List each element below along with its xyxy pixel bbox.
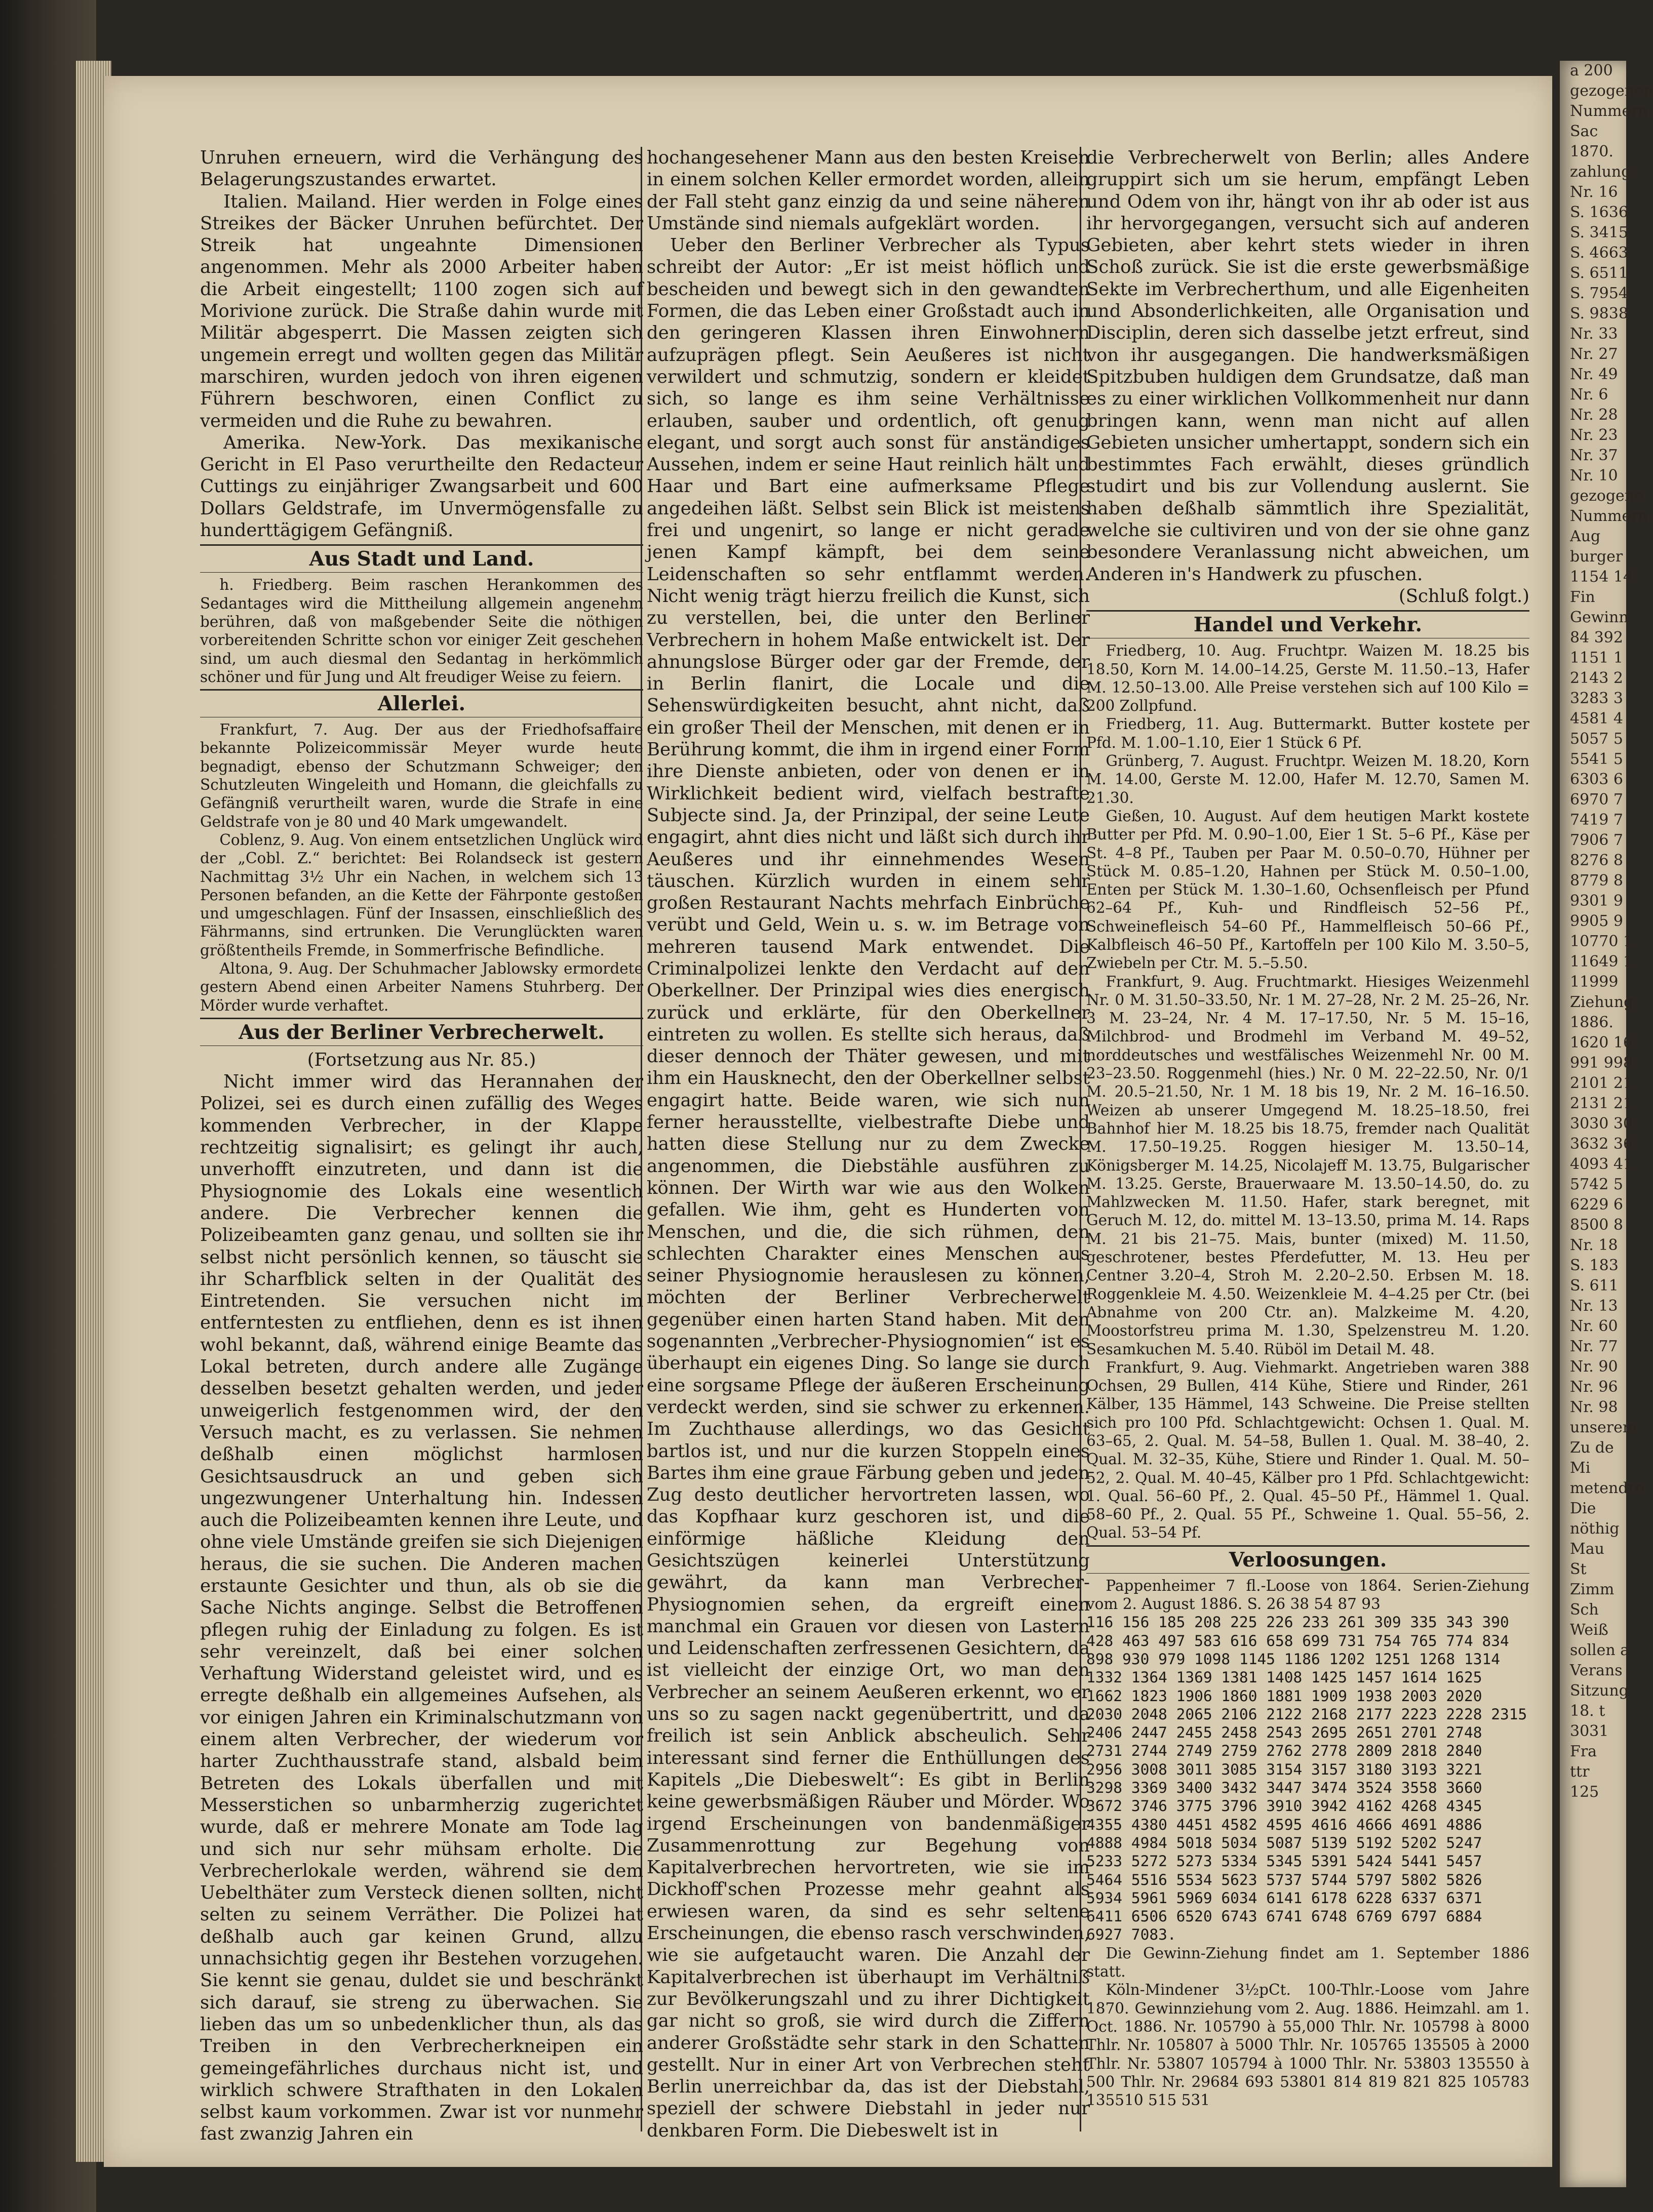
- fragment-line: St: [1570, 1560, 1587, 1578]
- fragment-line: Nr. 98: [1570, 1398, 1618, 1416]
- fragment-line: Zimm: [1570, 1581, 1615, 1598]
- fragment-line: 84 392: [1570, 629, 1623, 647]
- news-item: h. Friedberg. Beim raschen Herankommen des Sedantages wird die Mittheilung allgemein angenehm berühren, daß von maßgebender Seite die nöthigen vorbereitenden Schritte schon vor einiger Zeit geschehen sind, um auch diesmal den Sedantag in herkömmlich schöner und für Jung und Alt freudiger Weise zu feiern.: [200, 576, 643, 686]
- fragment-line: 1886.: [1570, 1014, 1613, 1031]
- column-2: [647, 147, 1090, 2141]
- fragment-line: Mau: [1570, 1540, 1604, 1558]
- fragment-line: 7906 7: [1570, 831, 1623, 849]
- fragment-line: 4581 4: [1570, 710, 1623, 728]
- market-report: Frankfurt, 9. Aug. Fruchtmarkt. Hiesiges Weizenmehl Nr. 0 M. 31.50–33.50, Nr. 1 M. 27–28, Nr. 2 M. 25–26, Nr. 3 M. 23–24, Nr. 4 M. 17–17.50, Nr. 5 M. 15–16, Milchbrod- und Brodmehl im Verband M. 49–52, norddeutsches und westfälisches Weizenmehl Nr. 00 M. 23–23.50. Roggenmehl (hies.) Nr. 0 M. 22–22.50, Nr. 0/1 M. 20.5–21.50, Nr. 1 M. 18 bis 19, Nr. 2 M. 16–16.50. Weizen ab unserer Umgegend M. 18.25–18.50, frei Bahnhof hier M. 18.25 bis 18.75, fremder nach Qualität M. 17.50–19.25. Roggen hiesiger M. 13.50–14, Königsberger M. 14.25, Nicolajeff M. 13.75, Bulgarischer M. 13.25. Gerste, Brauerwaare M. 13.50–14.50, do. zu Mahlzwecken M. 11.50. Hafer, stark beregnet, mit Geruch M. 12, do. mittel M. 13–13.50, prima M. 14. Raps M. 21 bis 21–75. Mais, bunter (mixed) M. 11.50, geschrotener, bestes Pferdefutter, M. 13. Heu per Centner 3.20–4, Stroh M. 2.20–2.50. Erbsen M. 18. Roggenkleie M. 4.50. Weizenkleie M. 4–4.25 per Ctr. (bei Abnahme von 200 Ctr. an). Malzkeime M. 4.20, Moostorfstreu prima M. 1.30, Spelzenstreu M. 1.20. Sesamkuchen M. 5.40. Rüböl im Detail M. 48.: [1086, 973, 1529, 1358]
- fragment-line: 991 998: [1570, 1054, 1633, 1072]
- section-heading: Allerlei.: [200, 689, 643, 717]
- market-report: Frankfurt, 9. Aug. Viehmarkt. Angetrieben waren 388 Ochsen, 29 Bullen, 414 Kühe, Stiere und Rinder, 261 Kälber, 135 Hämmel, 143 Schweine. Die Preise stellten sich pro 100 Pfd. Schlachtgewicht: Ochsen 1. Qual. M. 63–65, 2. Qual. M. 54–58, Bullen 1. Qual. M. 38–40, 2. Qual. M. 32–35, Kühe, Stiere und Rinder 1. Qual. M. 50–52, 2. Qual. M. 40–45, Kälber pro 1 Pfd. Schlachtgewicht: 1. Qual. 56–60 Pf., 2. Qual. 45–50 Pf., Hämmel 1. Qual. 58–60 Pf., 2. Qual. 55 Pf., Schweine 1. Qual. 55–56, 2. Qual. 53–54 Pf.: [1086, 1358, 1529, 1542]
- article-paragraph: hochangesehener Mann aus den besten Kreisen in einem solchen Keller ermordet worden, allein der Fall steht ganz einzig da und seine näheren Umstände sind niemals aufgeklärt worden.: [647, 147, 1090, 234]
- fragment-line: Nr. 60: [1570, 1317, 1618, 1335]
- fragment-line: Nr. 49: [1570, 366, 1618, 383]
- article-paragraph: Ueber den Berliner Verbrecher als Typus schreibt der Autor: „Er ist meist höflich und bescheiden und bewegt sich in den gewandten Formen, die das Leben einer Großstadt auch in den geringeren Klassen ihren Einwohnern aufzuprägen pflegt. Sein Aeußeres ist nicht verwildert und schmutzig, sondern er kleidet sich, so lange es ihm seine Verhältnisse erlauben, sauber und ordentlich, oft genug elegant, und sorgt auch sonst für anständiges Aussehen, indem er seine Haut reinlich hält und Haar und Bart eine aufmerksame Pflege angedeihen läßt. Selbst sein Blick ist meistens frei und ungenirt, so lange er nicht gerade jenen Kampf kämpft, bei dem seine Leidenschaften so sehr entflammt werden. Nicht wenig trägt hierzu freilich die Kunst, sich zu verstellen, bei, die unter den Berliner Verbrechern in hohem Maße entwickelt ist. Der ahnungslose Bürger oder gar der Fremde, der in Berlin flanirt, die Locale und die Sehenswürdigkeiten besucht, ahnt nicht, daß ein großer Theil der Menschen, mit denen er in Berührung kommt, die ihm in irgend einer Form ihre Dienste anbieten, oder von denen er in Wirklichkeit bedient wird, vielfach bestrafte Subjecte sind. Ja, der Prinzipal, der seine Leute engagirt, ahnt dies nicht und läßt sich durch ihr Aeußeres und ihr einnehmendes Wesen täuschen. Kürzlich wurden in einem sehr großen Restaurant Nachts mehrfach Einbrüche verübt und Geld, Wein u. s. w. im Betrage von mehreren tausend Mark entwendet. Die Criminalpolizei lenkte den Verdacht auf den Oberkellner. Der Prinzipal wies dies energisch zurück und erklärte, für den Oberkellner eintreten zu wollen. Es stellte sich heraus, daß dieser dennoch der Thäter gewesen, und mit ihm ein Hausknecht, den der Oberkellner selbst engagirt hatte. Beide waren, wie sich nun ferner herausstellte, vielbestrafte Diebe und hatten diese Stellung nur zu dem Zwecke angenommen, die Diebstähle ausführen zu können. Der Wirth war wie aus den Wolken gefallen. Wie ihm, geht es Hunderten von Menschen, und die, die sich rühmen, den schlechten Charakter eines Menschen aus seiner Physiognomie herauslesen zu können, möchten der Berliner Verbrecherwelt gegenüber einen harten Stand haben. Mit den sogenannten „Verbrecher-Physiognomien“ ist es überhaupt ein eigenes Ding. So lange sie durch eine sorgsame Pflege der äußeren Erscheinung verdeckt werden, sind sie schwer zu erkennen. Im Zuchthause allerdings, wo das Gesicht bartlos ist, und nur die kurzen Stoppeln eines Bartes ihm eine graue Färbung geben und jeden Zug desto deutlicher hervortreten lassen, wo das Kopfhaar kurz geschoren ist, und die einförmige häßliche Kleidung den Gesichtszügen keinerlei Unterstützung gewährt, da kann man Verbrecher-Physiognomien sehen, da ergreift einen manchmal ein Grauen vor diesen von Lastern und Leidenschaften zerfressenen Gesichtern, da ist vielleicht der einzige Ort, wo man den Verbrecher an seinem Aeußeren erkennt, wo er uns so zu sagen nackt gegenübertritt, und da freilich ist sein Anblick abscheulich. Sehr interessant sind ferner die Enthüllungen des Kapitels „Die Diebeswelt“: Es gibt in Berlin keine gewerbsmäßigen Räuber und Mörder. Wo irgend Erscheinungen von bandenmäßiger Zusammenrottung zur Begehung von Kapitalverbrechen hervortreten, wie sie im Dickhoff'schen Prozesse mehr geahnt als erwiesen waren, da sind es sehr seltene Erscheinungen, die ebenso rasch verschwinden, wie sie aufgetaucht waren. Die Anzahl der Kapitalverbrechen ist überhaupt im Verhältniß zur Bevölkerungszahl und zu ihrer Dichtigkeit gar nicht so groß, sie wird durch die Ziffern anderer Großstädte sehr stark in den Schatten gestellt. Nur in einer Art von Verbrechen steht Berlin unerreichbar da, das ist der Diebstahl, speziell der schwere Diebstahl in jeder nur denkbaren Form. Die Diebeswelt ist in: [647, 235, 1090, 2141]
- fragment-line: 9905 9: [1570, 912, 1623, 930]
- fragment-line: Weiß: [1570, 1621, 1608, 1639]
- fragment-line: 6970 7: [1570, 791, 1623, 809]
- fragment-line: sollen a: [1570, 1641, 1630, 1659]
- fragment-line: Verans: [1570, 1662, 1623, 1679]
- fragment-line: Nr. 18: [1570, 1236, 1618, 1254]
- fragment-line: 5742 5: [1570, 1176, 1623, 1193]
- news-item: Coblenz, 9. Aug. Von einem entsetzlichen Unglück wird der „Cobl. Z.“ berichtet: Bei Rolandseck ist gestern Nachmittag 3½ Uhr ein Nachen, in welchem sich 13 Personen befanden, an die Kette der Fährponte gestoßen und umgeschlagen. Fünf der Insassen, einschließlich des Fährmanns, sind ertrunken. Die Verunglückten waren größtentheils Fremde, in Sommerfrische Befindliche.: [200, 831, 643, 959]
- fragment-line: Nr. 27: [1570, 345, 1618, 363]
- fragment-line: 3283 3: [1570, 690, 1623, 707]
- column-3: [1086, 147, 1529, 2131]
- fragment-line: unserem: [1570, 1419, 1637, 1436]
- market-report: Friedberg, 11. Aug. Buttermarkt. Butter kostete per Pfd. M. 1.00–1.10, Eier 1 Stück 6 Pf.: [1086, 715, 1529, 751]
- fragment-line: Nr. 28: [1570, 406, 1618, 424]
- fragment-line: Nummern: [1570, 102, 1648, 120]
- fragment-line: Fra: [1570, 1743, 1597, 1760]
- fragment-line: Sch: [1570, 1601, 1599, 1619]
- fragment-line: burger: [1570, 548, 1623, 566]
- fragment-line: S. 4663: [1570, 244, 1628, 262]
- fragment-line: 2143 2: [1570, 669, 1623, 687]
- fragment-line: Fin: [1570, 588, 1595, 606]
- fragment-line: S. 183: [1570, 1257, 1619, 1274]
- fragment-line: 2101 21: [1570, 1074, 1633, 1092]
- market-report: Gießen, 10. August. Auf dem heutigen Markt kostete Butter per Pfd. M. 0.90–1.00, Eier 1 St. 5–6 Pf., Käse per St. 4–8 Pf., Tauben per Paar M. 0.50–0.70, Hühner per Stück M. 0.85–1.20, Hahnen per Stück M. 0.50–1.00, Enten per Stück M. 1.30–1.60, Ochsenfleisch per Pfund 62–64 Pf., Kuh- und Rindfleisch 52–56 Pf., Schweinefleisch 54–60 Pf., Hammelfleisch 50–66 Pf., Kalbfleisch 46–50 Pf., Kartoffeln per 100 Kilo M. 3.50–5, Zwiebeln per Ctr. M. 5.–5.50.: [1086, 807, 1529, 972]
- fragment-line: 6303 6: [1570, 771, 1623, 788]
- lottery-item: Pappenheimer 7 fl.-Loose von 1864. Serien-Ziehung vom 2. August 1886. S. 26 38 54 87 93: [1086, 1577, 1529, 1613]
- fragment-line: 2131 21: [1570, 1095, 1633, 1112]
- fragment-line: 8276 8: [1570, 852, 1623, 869]
- fragment-line: Nr. 16: [1570, 183, 1618, 201]
- article-paragraph: die Verbrecherwelt von Berlin; alles Andere gruppirt sich um sie herum, empfängt Leben und Odem von ihr, hängt von ihr ab oder ist aus ihr hervorgegangen, versucht sich auf anderen Gebieten, aber kehrt stets wieder in ihren Schoß zurück. Sie ist die erste gewerbsmäßige Sekte im Verbrecherthum, und alle Eigenheiten und Absonderlichkeiten, alle Organisation und Disciplin, deren sich dasselbe jetzt erfreut, sind von ihr ausgegangen. Die handwerksmäßigen Spitzbuben huldigen dem Grundsatze, daß man es zu einer wirklichen Vollkommenheit nur dann bringen kann, wenn man nicht auf allen Gebieten unsicher umhertappt, sondern sich ein bestimmtes Fach erwählt, dieses gründlich studirt und bis zur Vollendung auslernt. Sie haben deßhalb sämmtlich ihre Spezialität, welche sie cultiviren und von der sie ohne ganz besondere Veranlassung nicht abweichen, um Anderen in's Handwerk zu pfuschen.: [1086, 147, 1529, 585]
- fragment-line: Nr. 90: [1570, 1358, 1618, 1376]
- fragment-line: S. 7954: [1570, 285, 1628, 302]
- fragment-line: 3632 36: [1570, 1135, 1633, 1153]
- section-heading: Aus Stadt und Land.: [200, 544, 643, 573]
- section-heading: Aus der Berliner Verbrecherwelt.: [200, 1018, 643, 1046]
- fragment-line: 10770 1: [1570, 933, 1633, 950]
- section-heading: Handel und Verkehr.: [1086, 610, 1529, 638]
- article-paragraph: Italien. Mailand. Hier werden in Folge eines Streikes der Bäcker Unruhen befürchtet. Der Streik hat ungeahnte Dimensionen angenommen. Mehr als 2000 Arbeiter haben die Arbeit eingestellt; 1100 zogen sich auf Morivione zurück. Die Straße dahin wurde mit Militär abgesperrt. Die Massen zeigten sich ungemein erregt und wollten gegen das Militär marschiren, wurden jedoch von ihren eigenen Führern beschworen, einen Conflict zu vermeiden und die Ruhe zu bewahren.: [200, 191, 643, 431]
- fragment-line: S. 6511: [1570, 264, 1628, 282]
- fragment-line: Nr. 6: [1570, 386, 1608, 404]
- fragment-line: 4093 41: [1570, 1155, 1633, 1173]
- article-paragraph: Unruhen erneuern, wird die Verhängung des Belagerungszustandes erwartet.: [200, 147, 643, 190]
- news-item: Frankfurt, 7. Aug. Der aus der Friedhofsaffaire bekannte Polizeicommissär Meyer wurde heute begnadigt, ebenso der Schutzmann Schweiger; den Schutzleuten Wingeleith und Homann, die gleichfalls zu Gefängniß verurtheilt waren, wurde die Strafe in eine Geldstrafe von je 80 und 40 Mark umgewandelt.: [200, 721, 643, 830]
- fragment-line: 5057 5: [1570, 730, 1623, 748]
- lottery-item: Die Gewinn-Ziehung findet am 1. September 1886 statt.: [1086, 1944, 1529, 1981]
- newspaper-page: [104, 76, 1552, 2167]
- fragment-line: 1620 16: [1570, 1034, 1633, 1052]
- fragment-line: gezogenen: [1570, 82, 1653, 100]
- column-1: [200, 147, 643, 2145]
- fragment-line: ttr: [1570, 1763, 1590, 1781]
- continuation-note: (Fortsetzung aus Nr. 85.): [307, 1049, 536, 1070]
- fragment-line: 8779 8: [1570, 872, 1623, 890]
- fragment-line: 9301 9: [1570, 892, 1623, 910]
- fragment-line: Zu de: [1570, 1439, 1614, 1457]
- fragment-line: 5541 5: [1570, 750, 1623, 768]
- news-item: Altona, 9. Aug. Der Schuhmacher Jablowsky ermordete gestern Abend einen Arbeiter Namens Stuhrberg. Der Mörder wurde verhaftet.: [200, 959, 643, 1014]
- fragment-line: Ziehung: [1570, 993, 1634, 1011]
- to-be-continued: (Schluß folgt.): [1398, 585, 1529, 607]
- market-report: Grünberg, 7. August. Fruchtpr. Weizen M. 18.20, Korn M. 14.00, Gerste M. 12.00, Hafer M. 12.70, Samen M. 21.30.: [1086, 752, 1529, 807]
- fragment-line: 8500 8: [1570, 1216, 1623, 1234]
- article-paragraph: Amerika. New-York. Das mexikanische Gericht in El Paso verurtheilte den Redacteur Cuttings zu einjähriger Zwangsarbeit und 600 Dollars Geldstrafe, im Unvermögensfalle zu hunderttägigem Gefängniß.: [200, 432, 643, 541]
- market-report: Friedberg, 10. Aug. Fruchtpr. Waizen M. 18.25 bis 18.50, Korn M. 14.00–14.25, Gerste M. 11.50.–13, Hafer M. 12.50–13.00. Alle Preise verstehen sich auf 100 Kilo = 200 Zollpfund.: [1086, 642, 1529, 715]
- fragment-line: S. 1636: [1570, 204, 1628, 221]
- fragment-line: Sac: [1570, 123, 1598, 140]
- fragment-line: gezogene: [1570, 487, 1643, 505]
- fragment-line: 18. t: [1570, 1702, 1605, 1720]
- fragment-line: Gewinn: [1570, 609, 1629, 626]
- fragment-line: 7419 7: [1570, 811, 1623, 829]
- fragment-line: a 200: [1570, 62, 1613, 79]
- fragment-line: Sitzung: [1570, 1682, 1629, 1700]
- fragment-line: 1151 1: [1570, 649, 1623, 667]
- fragment-line: S. 611: [1570, 1277, 1619, 1295]
- fragment-line: Nr. 23: [1570, 426, 1618, 444]
- fragment-line: zahlung: [1570, 163, 1631, 181]
- fragment-line: Nr. 10: [1570, 467, 1618, 485]
- lottery-numbers: 116 156 185 208 225 226 233 261 309 335 343 390 428 463 497 583 616 658 699 731 754 765 774 834 898 930 979 1098 1145 1186 1202 1251 1268 1314 1332 1364 1369 1381 1408 1425 1457 1614 1625 1662 1823 1906 1860 1881 1909 1938 2003 2020 2030 2048 2065 2106 2122 2168 2177 2223 2228 2315 2406 2447 2455 2458 2543 2695 2651 2701 2748 2731 2744 2749 2759 2762 2778 2809 2818 2840 2956 3008 3011 3085 3154 3157 3180 3193 3221 3298 3369 3400 3432 3447 3474 3524 3558 3660 3672 3746 3775 3796 3910 3942 4162 4268 4345 4355 4380 4451 4582 4595 4616 4666 4691 4886 4888 4984 5018 5034 5087 5139 5192 5202 5247 5233 5272 5273 5334 5345 5391 5424 5441 5457 5464 5516 5534 5623 5737 5744 5797 5802 5826 5934 5961 5969 6034 6141 6178 6228 6337 6371 6411 6506 6520 6743 6741 6748 6769 6797 6884 6927 7083.: [1086, 1614, 1527, 1944]
- fragment-line: 6229 6: [1570, 1196, 1623, 1214]
- fragment-line: Aug: [1570, 528, 1601, 545]
- fragment-line: Nr. 77: [1570, 1338, 1618, 1355]
- fragment-line: 11999: [1570, 973, 1619, 991]
- fragment-line: S. 3415: [1570, 224, 1628, 242]
- fragment-line: 1870.: [1570, 143, 1613, 160]
- fragment-line: Die: [1570, 1500, 1596, 1517]
- fragment-line: Nr. 37: [1570, 447, 1618, 464]
- fragment-line: 1154 14: [1570, 568, 1633, 586]
- fragment-line: Nummern: [1570, 507, 1648, 525]
- fragment-line: 11649 1: [1570, 953, 1633, 971]
- lottery-item: Köln-Mindener 3½pCt. 100-Thlr.-Loose vom Jahre 1870. Gewinnziehung vom 2. Aug. 1886. Heimzahl. am 1. Oct. 1886. Nr. 105790 à 55,000 Thlr. Nr. 105798 à 8000 Thlr. Nr. 105807 à 5000 Thlr. Nr. 105765 135505 à 2000 Thlr. Nr. 53807 105794 à 1000 Thlr. Nr. 53803 135550 à 500 Thlr. Nr. 29684 693 53801 814 819 821 825 105783 135510 515 531: [1086, 1981, 1529, 2109]
- fragment-line: metendro: [1570, 1479, 1644, 1497]
- fragment-line: 3031: [1570, 1722, 1609, 1740]
- fragment-line: Nr. 96: [1570, 1378, 1618, 1396]
- fragment-line: 3030 30: [1570, 1115, 1633, 1133]
- fragment-line: Nr. 33: [1570, 325, 1618, 343]
- fragment-line: Nr. 13: [1570, 1297, 1618, 1315]
- fragment-line: nöthig: [1570, 1520, 1620, 1538]
- article-paragraph: Nicht immer wird das Herannahen der Polizei, sei es durch einen zufällig des Weges kommenden Verbrecher, in der Klappe rechtzeitig signalisirt; es gelingt ihr auch, unverhofft einzutreten, und dann ist die Physiognomie des Lokals eine wesentlich andere. Die Verbrecher kennen die Polizeibeamten ganz genau, und sollten sie ihr selbst nicht persönlich kennen, so täuscht sie ihr Scharfblick selten in der Qualität des Eintretenden. Sie versuchen nicht im entferntesten zu entfliehen, denn es ist ihnen wohl bekannt, daß, während einige Beamte das Lokal betreten, durch andere alle Zugänge desselben besetzt gehalten werden, und jeder unweigerlich festgenommen wird, der den Versuch macht, es zu verlassen. Sie nehmen deßhalb einen möglichst harmlosen Gesichtsausdruck an und geben sich ungezwungener Unterhaltung hin. Indessen auch die Polizeibeamten kennen ihre Leute, und ohne viele Umstände greifen sie sich Diejenigen heraus, die sie suchen. Die Anderen machen erstaunte Gesichter und thun, als ob sie die Sache Nichts anginge. Selbst die Betroffenen pflegen ruhig der Einladung zu folgen. Es ist sehr vereinzelt, daß bei einer solchen Verhaftung Widerstand geleistet wird, und es erregte deßhalb ein allgemeines Aufsehen, als vor einigen Jahren ein Kriminalschutzmann von einem alten Verbrecher, der wiederum vor harter Zuchthausstrafe stand, alsbald beim Betreten des Lokals überfallen und mit Messerstichen so unbarmherzig zugerichtet wurde, daß er mehrere Monate am Tode lag und sich nur sehr mühsam erholte. Die Verbrecherlokale werden, während sie dem Uebelthäter zum Versteck dienen sollten, nicht selten zu seinem Verräther. Die Polizei hat deßhalb auch gar keinen Grund, allzu unnachsichtig gegen ihr Bestehen vorzugehen. Sie kennt sie genau, duldet sie und beschränkt sich darauf, sie streng zu überwachen. Sie lieben das um so unbedenklicher thun, als das Treiben in den Verbrecherkneipen ein gemeingefährliches durchaus nicht ist, und wirklich schwere Strafthaten in den Lokalen selbst kaum vorkommen. Zwar ist vor nunmehr fast zwanzig Jahren ein: [200, 1071, 643, 2145]
- section-heading: Verloosungen.: [1086, 1545, 1529, 1574]
- fragment-line: S. 9838: [1570, 305, 1628, 323]
- fragment-line: Mi: [1570, 1459, 1591, 1477]
- fragment-line: 125: [1570, 1783, 1599, 1801]
- adjacent-page-fragment: [1560, 61, 1653, 2187]
